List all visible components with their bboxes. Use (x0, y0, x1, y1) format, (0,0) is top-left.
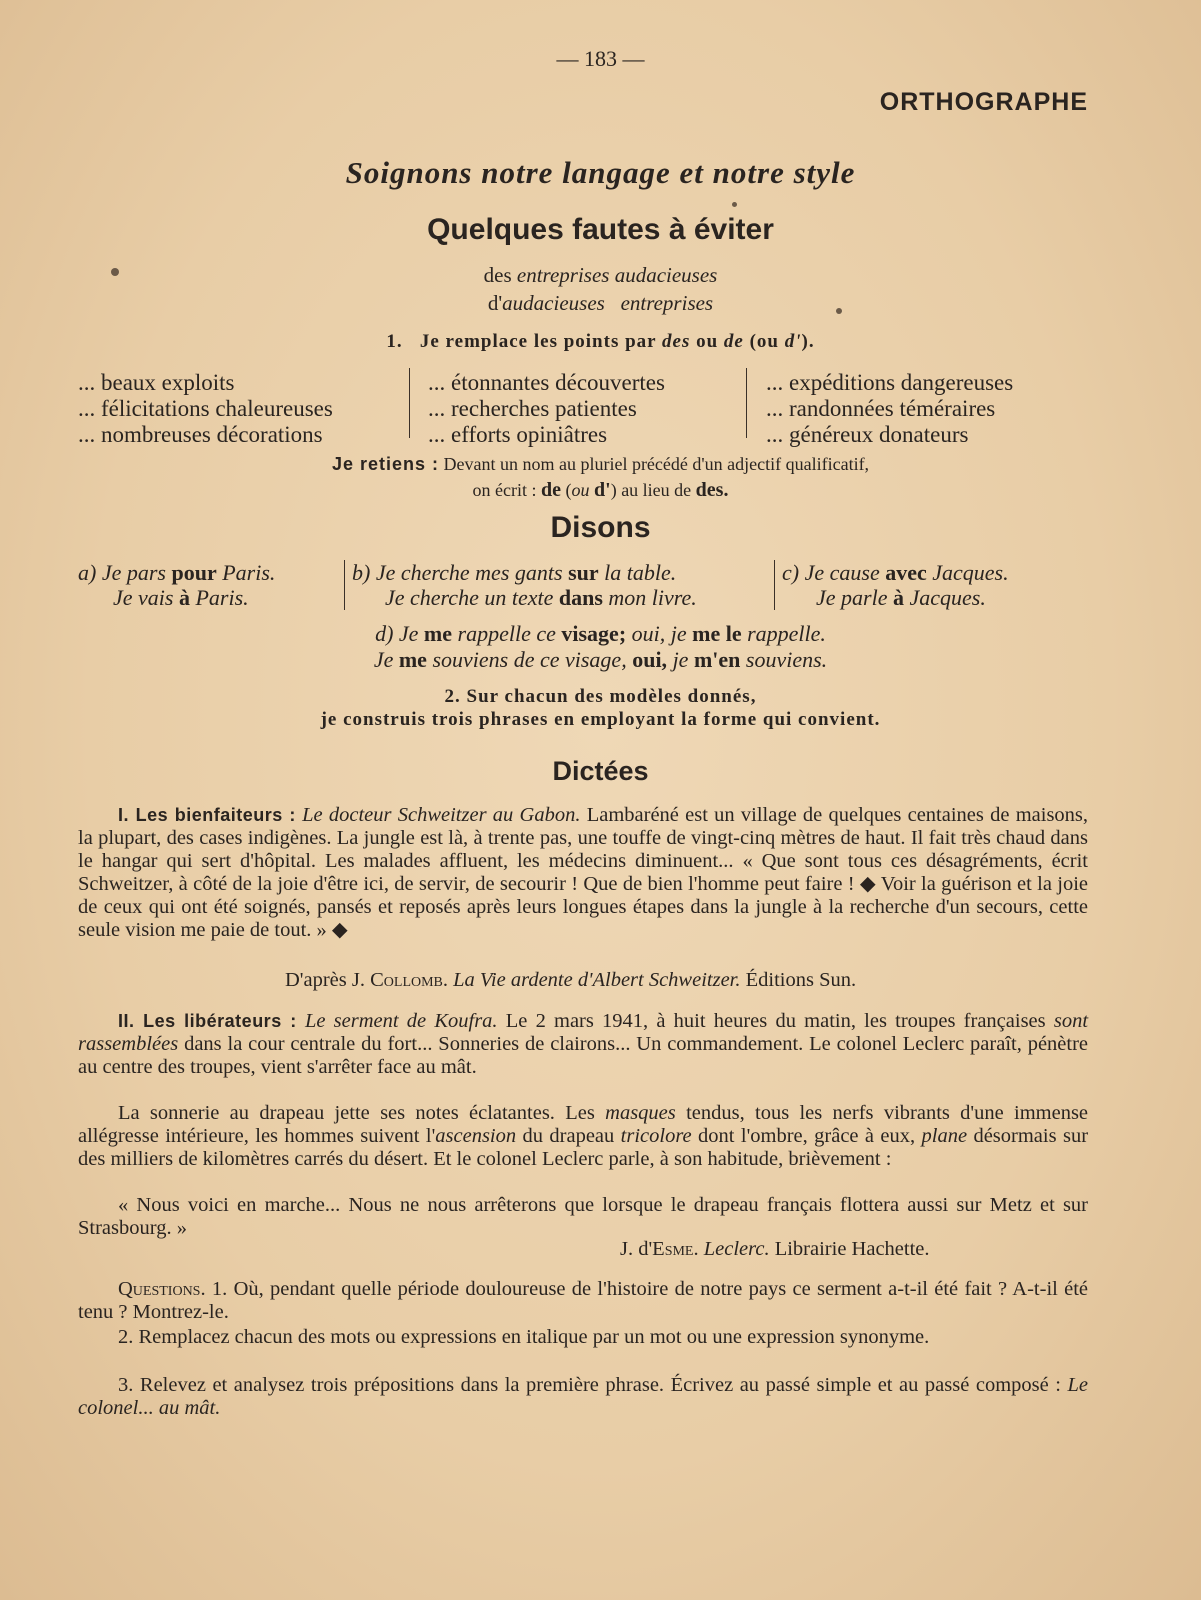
page-title: Soignons notre langage et notre style (345, 155, 856, 190)
word-column-1 (78, 370, 333, 448)
disons-a-line-1: a) Je pars pour Paris. (78, 560, 276, 585)
example-line-1: des entreprises audacieuses (483, 263, 718, 287)
dictee-2-paragraph-2: La sonnerie au drapeau jette ses notes éclatantes. Les masques tendus, tous les nerfs vibrants d'une immense allégresse intérieure, les hommes suivent l'ascension du drapeau tricolore dont l'ombre, grâce à eux, plane désormais sur des milliers de kilomètres carrés du désert. Et le colonel Leclerc parle, à son habitude, brièvement : (78, 1102, 1089, 1170)
disons-b-line-1: b) Je cherche mes gants sur la table. (352, 560, 677, 585)
disons-b-line-2: Je cherche un texte dans mon livre. (385, 585, 697, 610)
list-item: ... étonnantes découvertes (428, 370, 665, 395)
question-3: 3. Relevez et analysez trois prépositions dans la première phrase. Écrivez au passé simple et au passé composé : Le colonel... au mât. (78, 1374, 1088, 1419)
subtitle: Quelques fautes à éviter (427, 213, 774, 246)
disons-a-line-2: Je vais à Paris. (113, 585, 249, 610)
column-divider (409, 368, 410, 438)
dictee-1-text: I. Les bienfaiteurs : Le docteur Schweitzer au Gabon. Lambaréné est un village de quelques centaines de maisons, la plupart, des cases indigènes. La jungle est là, à trente pas, une touffe de vingt-cinq mètres de haut. Il fait très chaud dans le hangar qui sert d'hôpital. Les malades affluent, les médecins diminuent... « Que sont tous ces désagréments, écrit Schweitzer, à côté de la joie d'être ici, de servir, de secourir ! Que de bien l'homme peut faire ! ◆ Voir la guérison et la joie de ceux qui ont été soignés, pansés et reposés après leurs longues étapes dans la jungle à la recherche d'un secours, cette seule vision me paie de tout. » ◆ (78, 804, 1089, 941)
word-column-3 (766, 370, 1013, 448)
dictee-1-source: D'après J. Collomb. La Vie ardente d'Albert Schweitzer. Éditions Sun. (285, 969, 857, 991)
question-1: Questions. 1. Où, pendant quelle période douloureuse de l'histoire de notre pays ce serment a-t-il été fait ? A-t-il été tenu ? Montrez-le. (78, 1278, 1089, 1323)
list-item: ... beaux exploits (78, 370, 235, 395)
section-label: ORTHOGRAPHE (879, 88, 1088, 116)
example-line-2: d'audacieuses entreprises (487, 291, 714, 315)
list-item: ... félicitations chaleureuses (78, 396, 333, 421)
dictee-2-paragraph-1: II. Les libérateurs : Le serment de Koufra. Le 2 mars 1941, à huit heures du matin, les troupes françaises sont rassemblées dans la cour centrale du fort... Sonneries de clairons... Un commandement. Le colonel Leclerc paraît, pénètre au centre des troupes, vient s'arrêter face au mât. (78, 1010, 1089, 1078)
dictee-2-source: J. d'Esme. Leclerc. Librairie Hachette. (620, 1238, 930, 1260)
rule-line-1: Je retiens : Devant un nom au pluriel précédé d'un adjectif qualificatif, (331, 454, 870, 474)
list-item: ... efforts opiniâtres (428, 422, 608, 447)
column-divider (746, 368, 747, 438)
disons-d-line-2: Je me souviens de ce visage, oui, je m'en souviens. (373, 647, 828, 672)
paper-speck (732, 202, 737, 207)
dictee-1-label: I. Les bienfaiteurs : (118, 805, 296, 825)
list-item: ... expéditions dangereuses (766, 370, 1014, 395)
question-2: 2. Remplacez chacun des mots ou expressions en italique par un mot ou une expression synonyme. (118, 1326, 930, 1348)
dictees-heading: Dictées (552, 756, 649, 786)
disons-c-line-2: Je parle à Jacques. (816, 585, 986, 610)
questions-label: Questions. (118, 1278, 206, 1300)
page-number: — 183 — (556, 46, 645, 71)
exercise-2-line-1: 2. Sur chacun des modèles donnés, (444, 686, 757, 707)
word-column-2 (428, 370, 665, 448)
column-divider (344, 560, 345, 610)
rule-label: Je retiens : (331, 454, 439, 474)
disons-c-line-1: c) Je cause avec Jacques. (782, 560, 1009, 585)
list-item: ... généreux donateurs (766, 422, 969, 447)
disons-d-line-1: d) Je me rappelle ce visage; oui, je me le rappelle. (375, 621, 826, 646)
dictee-2-label: II. Les libérateurs : (118, 1011, 297, 1031)
exercise-2-line-2: je construis trois phrases en employant la forme qui convient. (320, 709, 881, 730)
disons-heading: Disons (550, 511, 651, 544)
exercise-1-instruction: 1. Je remplace les points par des ou de (ou d'). (386, 331, 815, 352)
rule-line-2: on écrit : de (ou d') au lieu de des. (472, 479, 729, 501)
list-item: ... nombreuses décorations (78, 422, 323, 447)
list-item: ... recherches patientes (428, 396, 637, 421)
list-item: ... randonnées téméraires (766, 396, 996, 421)
dictee-2-paragraph-3: « Nous voici en marche... Nous ne nous arrêterons que lorsque le drapeau français flottera aussi sur Metz et sur Strasbourg. » (78, 1194, 1088, 1239)
column-divider (774, 560, 775, 610)
